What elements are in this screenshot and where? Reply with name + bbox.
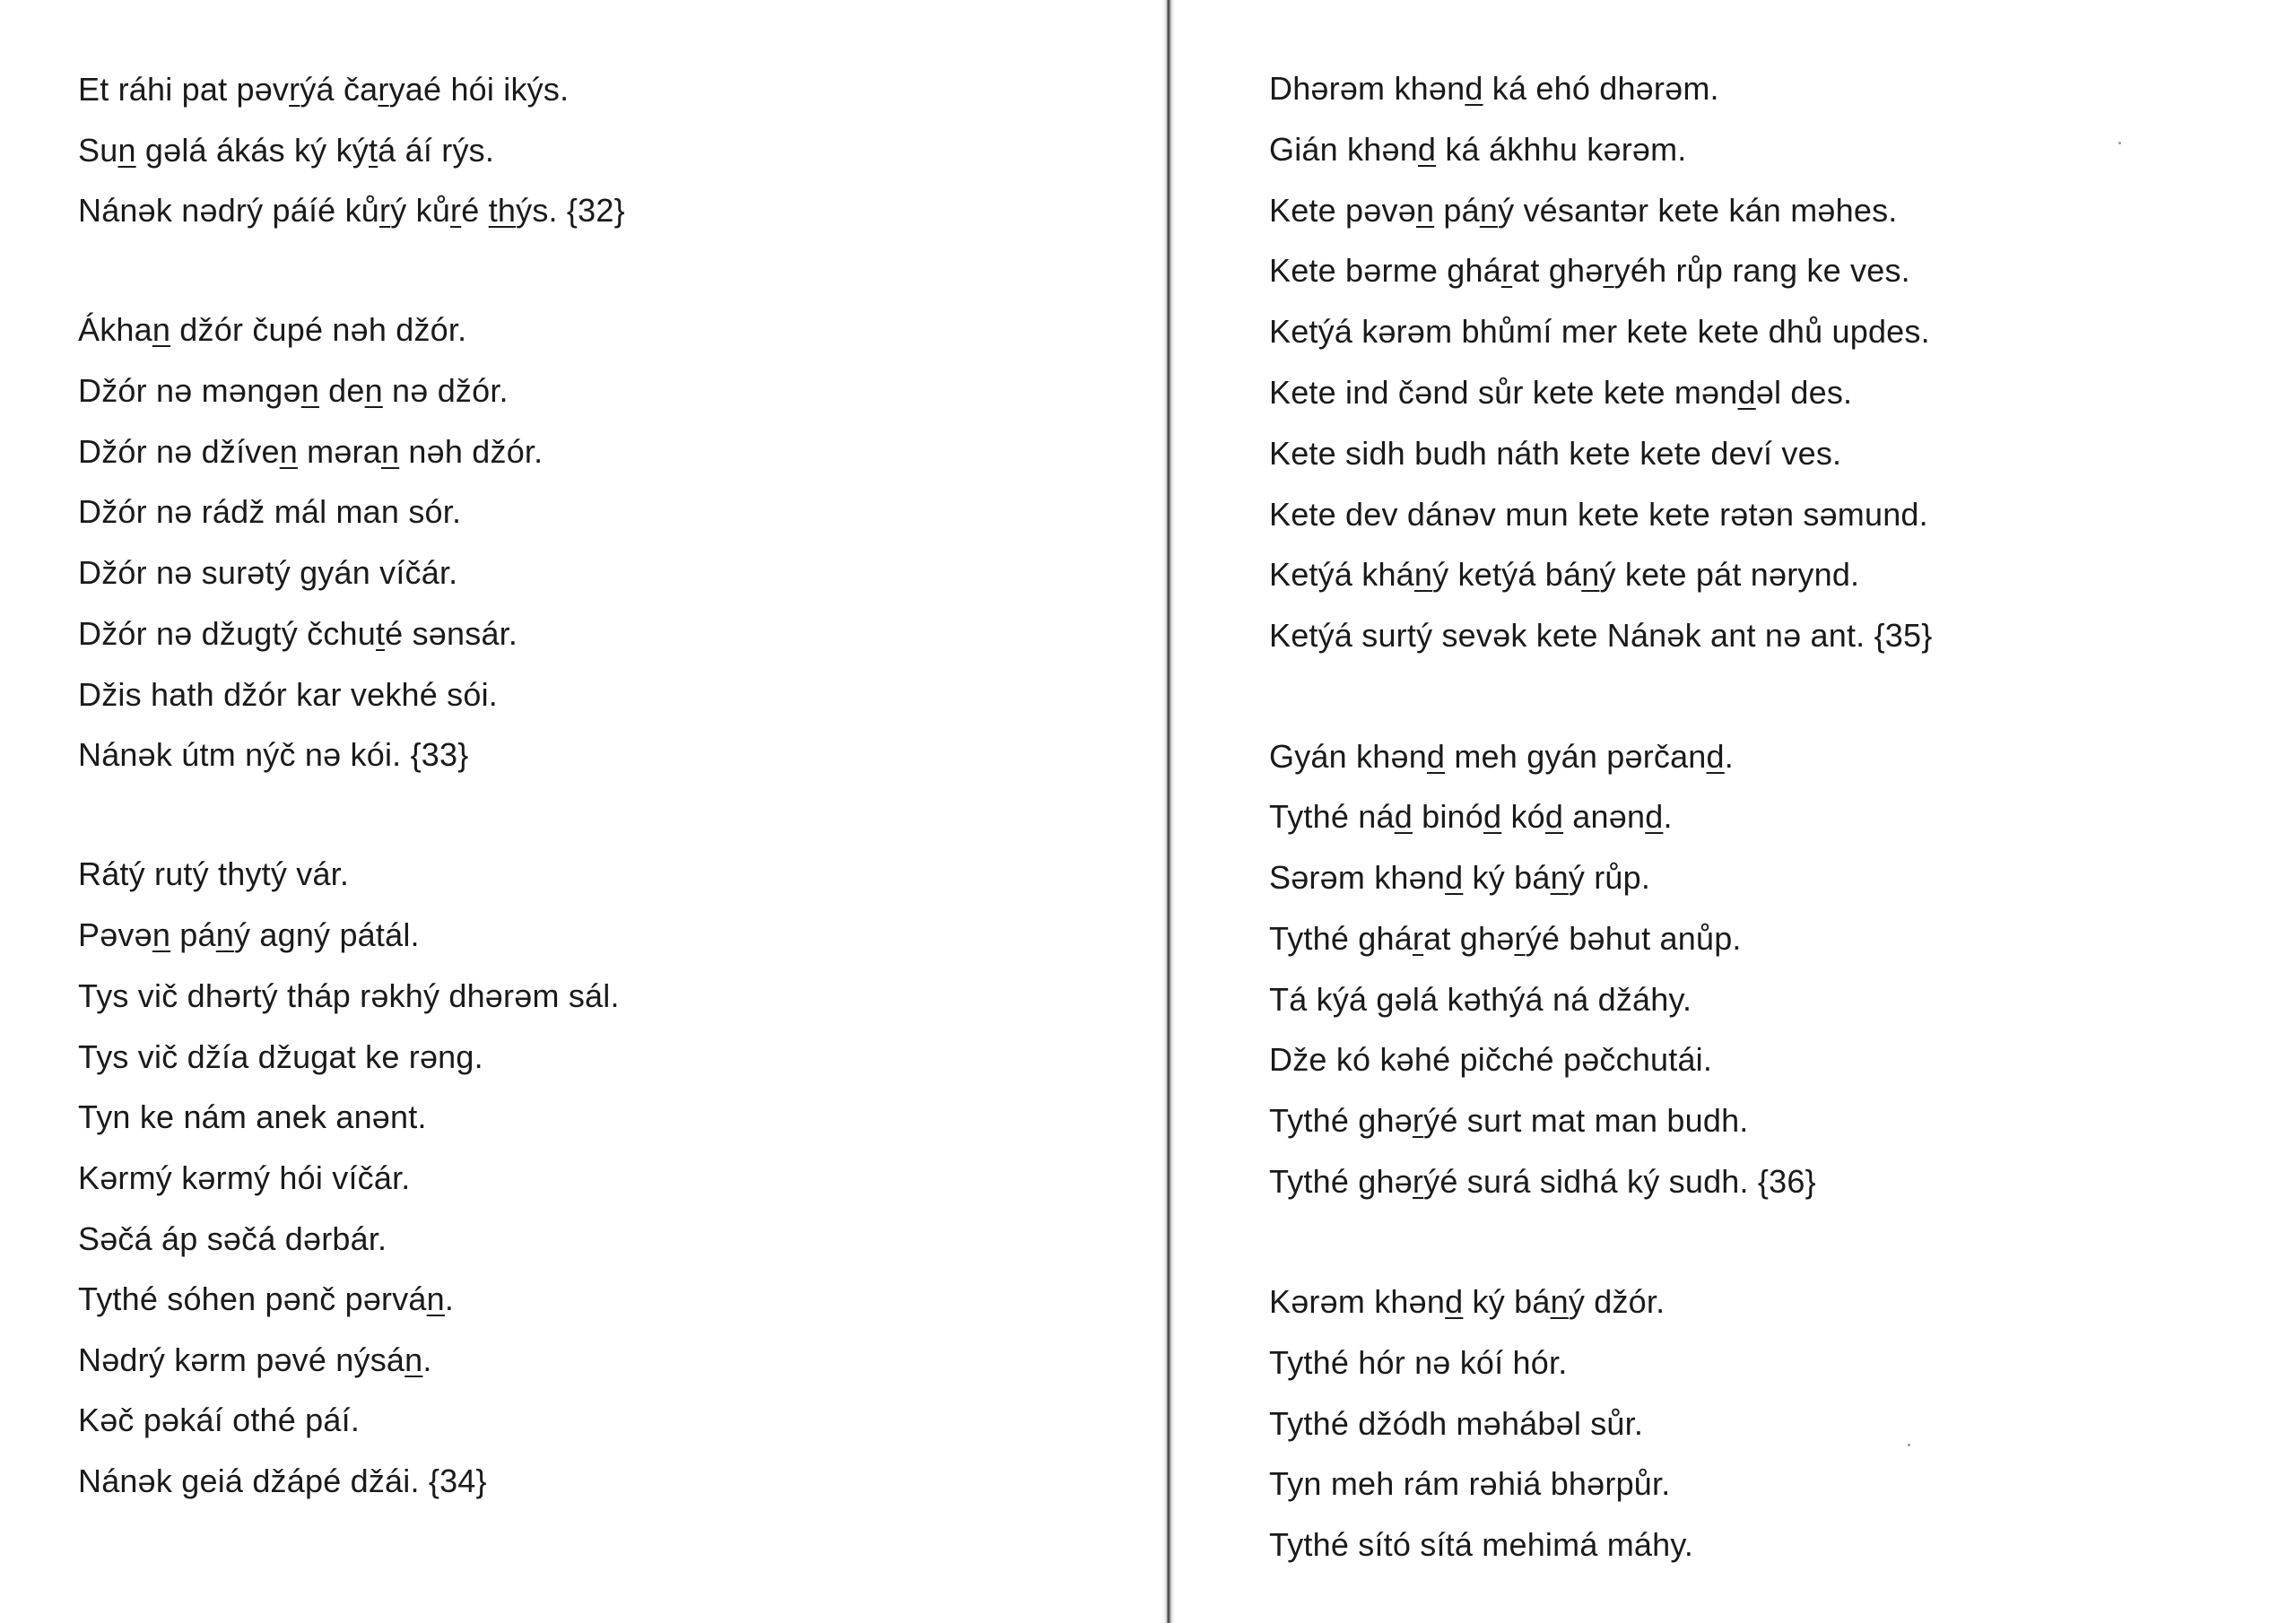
verse-line: Tys vič dhərtý tháp rəkhý dhərəm sál.	[78, 977, 620, 1014]
verse-line: Nánək útm nýč nə kói. {33}	[78, 736, 469, 773]
verse-line: Džór nə džugtý čchuté sənsár.	[78, 615, 518, 652]
verse-line: Tythé džódh məhábəl sůr.	[1269, 1405, 1644, 1442]
verse-line: Kərəm khənd ký báný džór.	[1269, 1283, 1665, 1320]
scan-speck	[1908, 1444, 1910, 1446]
verse-line: Tys vič džía džugat ke rəng.	[78, 1038, 483, 1075]
verse-line: Tá kýá gəlá kəthýá ná džáhy.	[1269, 981, 1692, 1018]
verse-line: Pəvən páný agný pátál.	[78, 916, 420, 953]
verse-line: Sərəm khənd ký báný růp.	[1269, 859, 1651, 896]
verse-line: Dhərəm khənd ká ehó dhərəm.	[1269, 70, 1719, 107]
verse-line: Dže kó kəhé pičché pəčchutái.	[1269, 1041, 1713, 1078]
verse-line: Sun gəlá ákás ký kýtá áí rýs.	[78, 132, 495, 169]
verse-line: Kete bərme ghárat ghəryéh růp rang ke ves.	[1269, 252, 1910, 289]
verse-line: Džór nə məngən den nə džór.	[78, 372, 509, 409]
verse-line: Kete pəvən páný vésantər kete kán məhes.	[1269, 192, 1898, 229]
verse-line: Tythé ghərýé surá sidhá ký sudh. {36}	[1269, 1163, 1816, 1200]
verse-line: Nədrý kərm pəvé nýsán.	[78, 1341, 432, 1378]
verse-line: Ketýá kháný ketýá báný kete pát nərynd.	[1269, 556, 1860, 593]
verse-line: Džór nə džíven məran nəh džór.	[78, 433, 544, 470]
verse-line: Tythé sító sítá mehimá máhy.	[1269, 1526, 1694, 1563]
verse-line: Gián khənd ká ákhhu kərəm.	[1269, 131, 1687, 168]
verse-line: Tythé nád binód kód anənd.	[1269, 798, 1673, 835]
verse-line: Tyn meh rám rəhiá bhərpůr.	[1269, 1465, 1671, 1502]
verse-line: Tythé ghərýé surt mat man budh.	[1269, 1102, 1749, 1139]
verse-line: Džór nə surətý gyán víčár.	[78, 554, 458, 591]
verse-line: Kete ind čənd sůr kete kete məndəl des.	[1269, 374, 1853, 411]
book-gutter	[1162, 0, 1175, 1623]
verse-line: Džis hath džór kar vekhé sói.	[78, 676, 498, 713]
verse-line: Kəč pəkáí othé páí.	[78, 1402, 361, 1438]
scan-speck	[2118, 142, 2121, 144]
verse-line: Kərmý kərmý hói víčár.	[78, 1159, 411, 1196]
verse-line: Tythé ghárat ghərýé bəhut anůp.	[1269, 920, 1742, 957]
verse-line: Ákhan džór čupé nəh džór.	[78, 311, 467, 348]
verse-line: Ketýá surtý sevək kete Nánək ant nə ant. {35}	[1269, 617, 1933, 654]
verse-line: Kete dev dánəv mun kete kete rətən səmund.	[1269, 496, 1928, 533]
right-page	[1175, 0, 2296, 1623]
verse-line: Kete sidh budh náth kete kete deví ves.	[1269, 435, 1842, 472]
verse-line: Tyn ke nám anek anənt.	[78, 1098, 427, 1135]
verse-line: Rátý rutý thytý vár.	[78, 855, 350, 892]
verse-line: Nánək nədrý páíé kůrý kůré thýs. {32}	[78, 192, 625, 229]
verse-line: Ketýá kərəm bhůmí mer kete kete dhů updes.	[1269, 313, 1930, 350]
verse-line: Tythé sóhen pənč pərván.	[78, 1280, 455, 1317]
verse-line: Səčá áp səčá dərbár.	[78, 1220, 387, 1257]
verse-line: Gyán khənd meh gyán pərčand.	[1269, 738, 1734, 775]
verse-line: Džór nə rádž mál man sór.	[78, 493, 462, 530]
verse-line: Et ráhi pat pəvrýá čaryaé hói ikýs.	[78, 71, 570, 108]
verse-line: Nánək geiá džápé džái. {34}	[78, 1462, 487, 1499]
verse-line: Tythé hór nə kóí hór.	[1269, 1344, 1568, 1381]
